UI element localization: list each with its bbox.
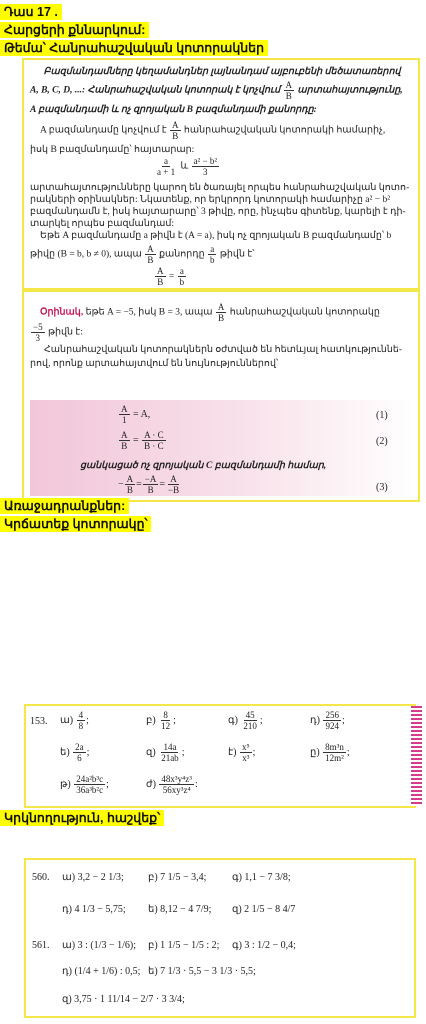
repeat-label: Կրկնողություն, հաշվեք՝ — [0, 810, 164, 826]
theory-line2: A բազմանդամի և ոչ զրոյական B բազմանդամի քանորդը: — [30, 105, 317, 115]
ex153-item-b: բ) $\frac{8}{12}$ ; — [146, 710, 176, 731]
example-para2: րով, որոնք արտահայտվում են նույնություններով՝ — [30, 359, 279, 369]
ex153-item-c: գ) $\frac{45}{210}$ ; — [228, 710, 263, 731]
ex153-item-a: ա) $\frac{4}{8}$ ; — [60, 710, 89, 731]
ex153-item-e: ե) $\frac{2a}{6}$ ; — [60, 742, 90, 763]
ex153-item-d: դ) $\frac{256}{924}$ ; — [310, 710, 345, 731]
exercise-560-number: 560. — [32, 872, 50, 883]
ex153-item-j: ժ) $\frac{\text{48x³y⁴z³}}{\text{56xy³z⁴}}$ : — [146, 774, 198, 795]
tasks-label: Առաջադրանքներ: — [0, 498, 129, 514]
ex153-item-f: զ) $\frac{14a}{21ab}$ ; — [146, 742, 185, 763]
ex561-item-c: գ) 3 : 1/2 − 0,4; — [232, 940, 296, 951]
ex561-item-b: բ) 1 1/5 − 1/5 : 2; — [148, 940, 220, 951]
ex561-item-f: զ) 3,75 · 1 11/14 − 2/7 · 3 3/4; — [62, 994, 185, 1005]
theory-para4: տարկել որպես բազմանդամ: — [30, 219, 175, 229]
theory-para1: արտահայտությունները կարող են ծառայել որպես հանրահաշվական կոտո- — [30, 183, 410, 193]
identity-1-number: (1) — [376, 410, 388, 421]
page-edge-strip — [411, 706, 422, 806]
identity-2: $\frac{A}{B}$ = $\frac{A \cdot C}{B \cdot C}$ — [121, 430, 164, 451]
theory-line3: A բազմանդամը կոչվում է $\frac{A}{B}$ հանրահաշվական կոտորակի համարիչ, — [40, 120, 386, 141]
example-para1: Հանրահաշվական կոտորակներն օժտված են հետևյալ հատկություննե- — [44, 345, 403, 355]
identity-2-note: ցանկացած ոչ զրոյական C բազմանդամի համար, — [80, 461, 327, 471]
ex560-item-e: ե) 8,12 − 4 7/9; — [148, 904, 212, 915]
ex560-item-c: գ) 1,1 − 7 3/8; — [232, 872, 291, 883]
example-line2: $\frac{-5}{3}$ թիվն է: — [33, 322, 83, 343]
ex560-item-f: զ) 2 1/5 − 8 4/7 — [232, 904, 296, 915]
ex153-item-i: թ) $\frac{\text{24a²b³c}}{\text{36a³b²c}}$ ; — [60, 774, 109, 795]
ex561-item-a: ա) 3 : (1/3 − 1/6); — [62, 940, 136, 951]
theory-para6: թիվը (B = b, b ≠ 0), ապա $\frac{A}{B}$ քանորդը $\frac{a}{b}$ թիվն է՝ — [30, 244, 255, 265]
theory-line1: A, B, C, D, ...: Հանրահաշվական կոտորակ է կոչվում $\frac{A}{B}$ արտահայտությունը, — [30, 80, 403, 101]
theory-para2: րակների օրինակներ: Նկատենք, որ երկրորդ կոտորակի համարիչը a² − b² — [30, 195, 391, 205]
identity-2-number: (2) — [376, 436, 388, 447]
identity-3: − $\frac{A}{B}$ = $\frac{-A}{B}$ = $\frac{A}{-B}$ — [118, 474, 180, 495]
ex153-item-h: ը) $\frac{\text{8m³n}}{\text{12m²}}$ ; — [310, 742, 350, 763]
topic-title: Թեմա՝ Հանրահաշվական կոտորակներ — [0, 40, 268, 56]
ex560-item-d: դ) 4 1/3 − 5,75; — [62, 904, 126, 915]
theory-box — [22, 58, 420, 290]
theory-line4: իսկ B բազմանդամը՝ հայտարար: — [30, 145, 195, 155]
ex561-item-e: ե) 7 1/3 · 5,5 − 3 1/3 · 5,5; — [148, 966, 256, 977]
theory-para5: Եթե A բազմանդամը a թիվն է (A = a), իսկ ոչ զրոյական B բազմանդամը՝ b — [40, 231, 392, 241]
identity-3-number: (3) — [376, 482, 388, 493]
questions-label: Հարցերի քննարկում: — [0, 22, 149, 38]
theory-heading: Բազմանդամները կեղամանդներ լայնանդամ այբուբենի մեծատառերով — [43, 67, 401, 77]
theory-result: $\frac{A}{B}$ = $\frac{a}{b}$ — [157, 266, 185, 287]
ex153-item-g: է) $\frac{\text{x⁵}}{\text{x³}}$ ; — [228, 742, 256, 763]
identity-1: $\frac{A}{1}$ = A, — [121, 404, 151, 425]
ex560-item-b: բ) 7 1/5 − 3,4; — [148, 872, 207, 883]
ex560-item-a: ա) 3,2 − 2 1/3; — [62, 872, 124, 883]
theory-para3: բազմանդամն է, իսկ հայտարարը՝ 3 թիվը, որը, ինչպես գիտենք, կարելի է դի- — [30, 207, 406, 217]
lesson-number: Դաս 17 . — [0, 4, 62, 20]
theory-example-fracs: $\frac{a}{a + 1}$ և $\frac{\text{a² − b²}}{3}$ — [157, 156, 218, 177]
exercise-561-number: 561. — [32, 940, 50, 951]
ex561-item-d: դ) (1/4 + 1/6) : 0,5; — [62, 966, 141, 977]
example-line1: Օրինակ, եթե A = −5, իսկ B = 3, ապա $\frac{A}{B}$ հանրահաշվական կոտորակը — [40, 302, 380, 323]
identities-panel — [30, 400, 414, 496]
exercise-153-number: 153. — [30, 716, 48, 727]
tasks-instruction: Կրճատեք կոտորակը՝ — [0, 516, 151, 532]
